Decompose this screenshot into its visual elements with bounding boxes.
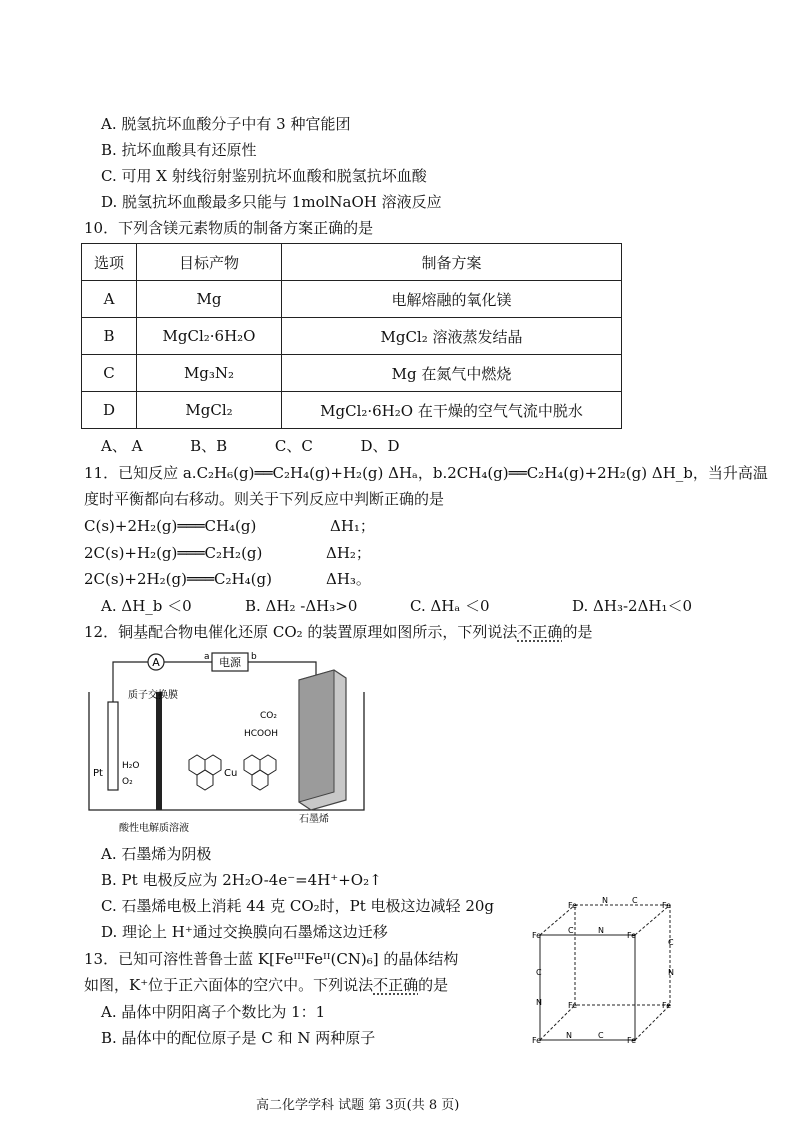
cell-product: Mg₃N₂ bbox=[137, 355, 282, 392]
cu-label: Cu bbox=[224, 768, 238, 779]
cell-product: Mg bbox=[137, 281, 282, 318]
proton-membrane bbox=[156, 692, 162, 810]
n-atom: N bbox=[566, 1031, 572, 1040]
crystal-atoms bbox=[532, 896, 674, 1045]
c-atom: C bbox=[536, 968, 542, 977]
header-option: 选项 bbox=[82, 244, 137, 281]
h2o-label: H₂O bbox=[122, 761, 140, 771]
c-atom: C bbox=[598, 1031, 604, 1040]
q13-stem-line2 bbox=[84, 975, 448, 995]
q9-option-a: A. 脱氢抗坏血酸分子中有 3 种官能团 bbox=[101, 115, 351, 133]
q12-stem-pre: 12．铜基配合物电催化还原 CO₂ 的装置原理如图所示，下列说法 bbox=[84, 623, 518, 641]
q11-stem-line1: 11．已知反应 a.C₂H₆(g)══C₂H₄(g)+H₂(g) ΔHₐ，b.2CH₄(g)══C₂H₄(g)+2H₂(g) ΔH_b，当升高温 bbox=[84, 464, 768, 482]
c-atom: C bbox=[568, 926, 574, 935]
c-atom: C bbox=[632, 896, 638, 905]
terminal-b-label: b bbox=[251, 652, 257, 662]
q11-eq3-dh: ΔH₃。 bbox=[326, 570, 371, 588]
q13-stem-line1: 13．已知可溶性普鲁士蓝 K[FeᴵᴵᴵFeᴵᴵ(CN)₆] 的晶体结构 bbox=[84, 950, 459, 968]
fe-atom: Fe bbox=[662, 1001, 672, 1010]
q10-answers: A、 A B、B C、C D、D bbox=[101, 437, 400, 455]
q12-stem-post: 的是 bbox=[562, 623, 593, 641]
ammeter-label: A bbox=[152, 656, 160, 669]
fe-atom: Fe bbox=[532, 1036, 542, 1045]
fe-atom: Fe bbox=[627, 1036, 637, 1045]
n-atom: N bbox=[598, 926, 604, 935]
electrolyte-label: 酸性电解质溶液 bbox=[119, 823, 189, 834]
q12-option-d: D. 理论上 H⁺通过交换膜向石墨烯这边迁移 bbox=[101, 923, 388, 941]
fe-atom: Fe bbox=[568, 1001, 578, 1010]
q9-option-c: C. 可用 X 射线衍射鉴别抗坏血酸和脱氢抗坏血酸 bbox=[101, 167, 427, 185]
q11-eq1-dh: ΔH₁； bbox=[330, 517, 375, 535]
q10-stem: 10．下列含镁元素物质的制备方案正确的是 bbox=[84, 219, 374, 237]
wire-right bbox=[248, 662, 316, 678]
table-header-row bbox=[82, 244, 622, 281]
q13-stem-pre: 如图，K⁺位于正六面体的空穴中。下列说法 bbox=[84, 976, 374, 994]
cell-product: MgCl₂·6H₂O bbox=[137, 318, 282, 355]
terminal-a-label: a bbox=[204, 652, 210, 662]
hcooh-label: HCOOH bbox=[244, 729, 278, 739]
pt-electrode bbox=[108, 702, 118, 790]
q12-option-c: C. 石墨烯电极上消耗 44 克 CO₂时，Pt 电极这边减轻 20g bbox=[101, 897, 495, 915]
co2-label: CO₂ bbox=[260, 711, 277, 721]
cell-option: A bbox=[82, 281, 137, 318]
n-atom: N bbox=[668, 968, 674, 977]
cell-plan: Mg 在氮气中燃烧 bbox=[282, 355, 622, 392]
o2-label: O₂ bbox=[122, 777, 133, 787]
cell-option: C bbox=[82, 355, 137, 392]
table-row bbox=[82, 281, 622, 318]
crystal-frame bbox=[540, 905, 670, 1040]
n-atom: N bbox=[536, 998, 542, 1007]
prussian-blue-crystal bbox=[520, 875, 720, 1060]
pt-label: Pt bbox=[93, 768, 103, 779]
cell-option: B bbox=[82, 318, 137, 355]
q11-option-b: B. ΔH₂ -ΔH₃>0 bbox=[245, 597, 358, 615]
q13-option-b: B. 晶体中的配位原子是 C 和 N 两种原子 bbox=[101, 1029, 376, 1047]
electrolysis-diagram bbox=[84, 650, 384, 835]
header-plan: 制备方案 bbox=[282, 244, 622, 281]
fe-atom: Fe bbox=[568, 901, 578, 910]
membrane-label: 质子交换膜 bbox=[128, 690, 178, 701]
n-atom: N bbox=[602, 896, 608, 905]
q11-option-a: A. ΔH_b ＜0 bbox=[101, 597, 192, 615]
power-label: 电源 bbox=[219, 656, 241, 669]
page-footer: 高二化学学科 试题 第 3页(共 8 页) bbox=[256, 1098, 460, 1113]
q11-eq3: 2C(s)+2H₂(g)═══C₂H₄(g) bbox=[84, 570, 272, 588]
table-row bbox=[82, 355, 622, 392]
q13-stem-post: 的是 bbox=[418, 976, 449, 994]
q11-eq2: 2C(s)+H₂(g)═══C₂H₂(g) bbox=[84, 544, 263, 562]
q9-option-d: D. 脱氢抗坏血酸最多只能与 1molNaOH 溶液反应 bbox=[101, 193, 442, 211]
cell-plan: MgCl₂ 溶液蒸发结晶 bbox=[282, 318, 622, 355]
q11-eq1: C(s)+2H₂(g)═══CH₄(g) bbox=[84, 517, 257, 535]
cell-option: D bbox=[82, 392, 137, 429]
fe-atom: Fe bbox=[627, 931, 637, 940]
table-row bbox=[82, 392, 622, 429]
cell-plan: 电解熔融的氧化镁 bbox=[282, 281, 622, 318]
q12-option-b: B. Pt 电极反应为 2H₂O-4e⁻=4H⁺+O₂↑ bbox=[101, 871, 382, 889]
q13-option-a: A. 晶体中阴阳离子个数比为 1：1 bbox=[101, 1003, 326, 1021]
q12-stem-emph: 不正确 bbox=[517, 623, 563, 641]
c-atom: C bbox=[668, 938, 674, 947]
q12-option-a: A. 石墨烯为阴极 bbox=[101, 845, 212, 863]
q13-stem-emph: 不正确 bbox=[373, 976, 419, 994]
q11-option-c: C. ΔHₐ ＜0 bbox=[410, 597, 490, 615]
q10-table bbox=[81, 243, 622, 429]
q11-stem-line2: 度时平衡都向右移动。则关于下列反应中判断正确的是 bbox=[84, 490, 445, 508]
q11-option-d: D. ΔH₃-2ΔH₁＜0 bbox=[572, 597, 693, 615]
header-product: 目标产物 bbox=[137, 244, 282, 281]
q9-option-b: B. 抗坏血酸具有还原性 bbox=[101, 141, 257, 159]
fe-atom: Fe bbox=[662, 901, 672, 910]
q12-stem bbox=[84, 622, 592, 642]
fe-atom: Fe bbox=[532, 931, 542, 940]
cell-product: MgCl₂ bbox=[137, 392, 282, 429]
graphene-label: 石墨烯 bbox=[299, 814, 329, 825]
cell-plan: MgCl₂·6H₂O 在干燥的空气气流中脱水 bbox=[282, 392, 622, 429]
q11-eq2-dh: ΔH₂； bbox=[326, 544, 371, 562]
table-row bbox=[82, 318, 622, 355]
